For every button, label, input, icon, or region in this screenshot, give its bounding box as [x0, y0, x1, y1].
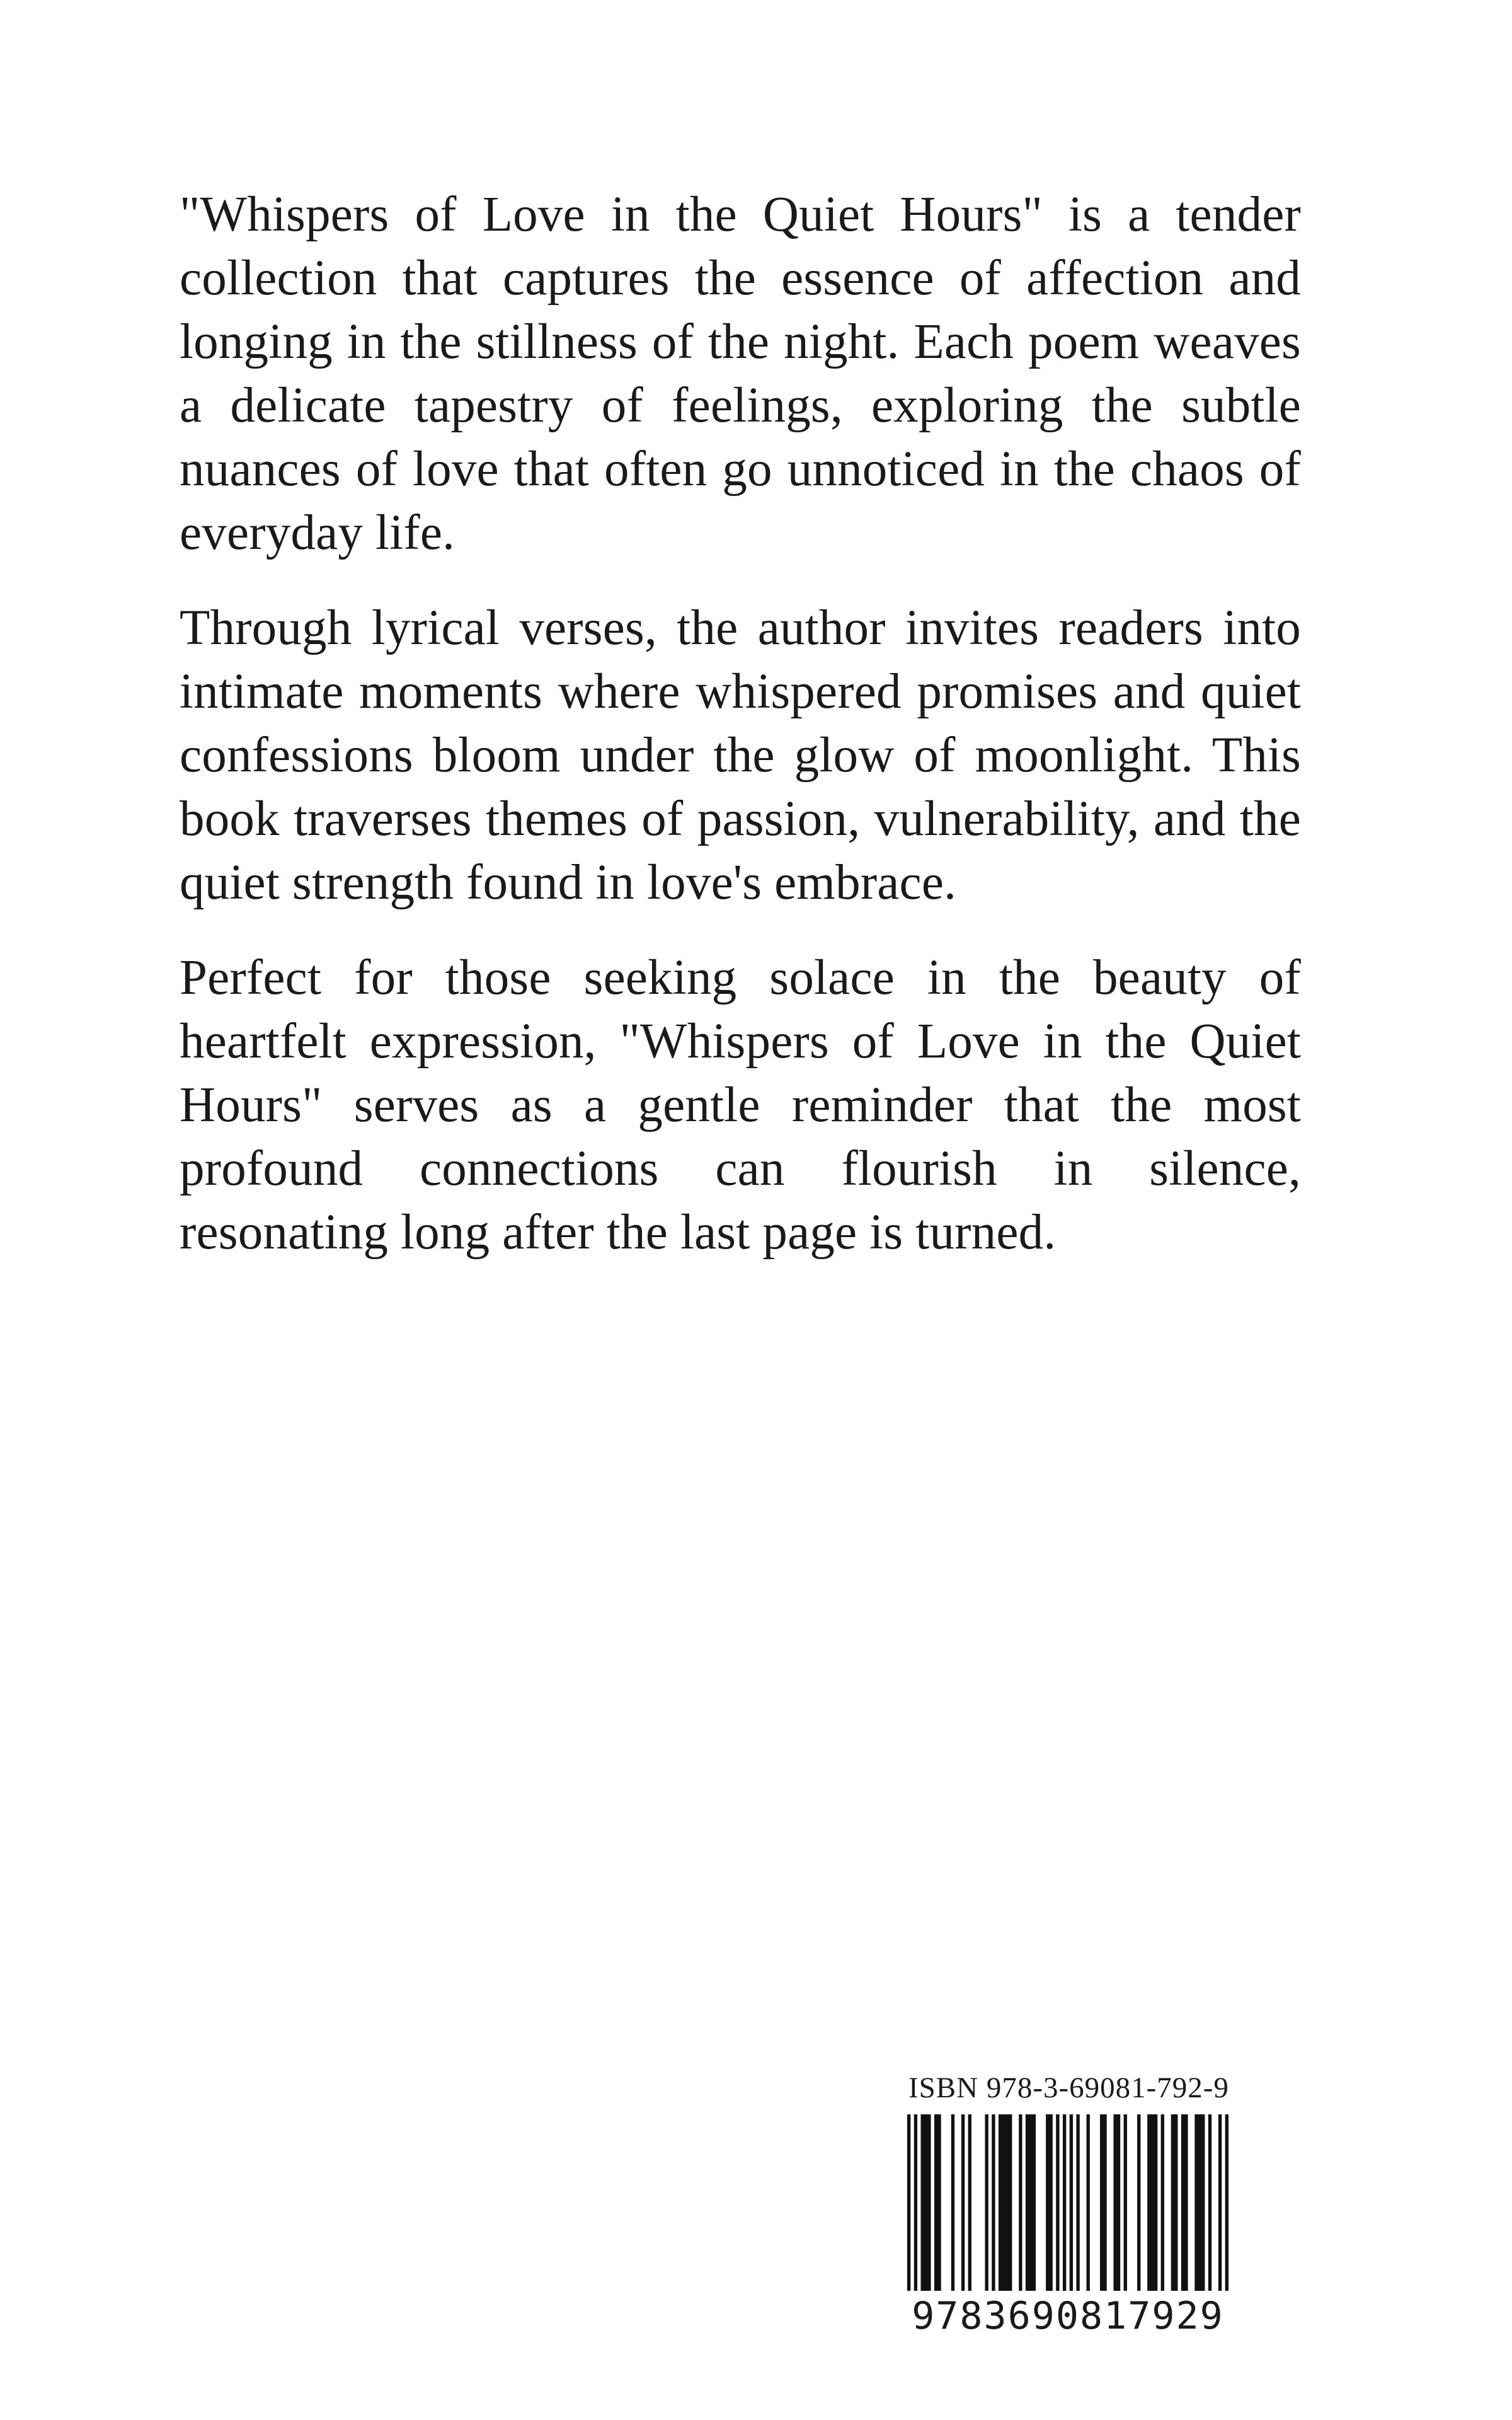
- barcode-bar: [1046, 2114, 1053, 2291]
- blurb-paragraph-1: "Whispers of Love in the Quiet Hours" is a tender collection that captures the essence of affection and longing in the stillness of the night. Each poem weaves a delicate tapestry of feelings, exploring the subtle nuances of love that often go unnoticed in the chaos of everyday life.: [180, 187, 1301, 560]
- barcode-bar: [934, 2114, 941, 2291]
- barcode-bar: [999, 2114, 1012, 2291]
- blurb-paragraph-2: Through lyrical verses, the author invites readers into intimate moments where whispered promises and quiet confessions bloom under the glow of moonlight. This book traverses themes of passion, vulnerability, and the quiet strength found in love's embrace.: [180, 601, 1301, 910]
- barcode-bar: [1113, 2114, 1120, 2291]
- barcode-bar: [1019, 2114, 1022, 2291]
- barcode-bar: [1194, 2114, 1205, 2291]
- barcode-bar: [1076, 2114, 1079, 2291]
- isbn-label: ISBN 978-3-69081-792-9: [908, 2071, 1229, 2104]
- barcode-bar: [1218, 2114, 1222, 2291]
- barcode-bar: [1147, 2114, 1157, 2291]
- barcode-bar: [1100, 2114, 1107, 2291]
- barcode-bar: [1070, 2114, 1073, 2291]
- barcode-bar: [1171, 2114, 1178, 2291]
- barcode-bar: [1124, 2114, 1127, 2291]
- barcode-bar: [1063, 2114, 1066, 2291]
- barcode-bar: [1161, 2114, 1164, 2291]
- barcode-bar: [920, 2114, 931, 2291]
- barcode-bar: [914, 2114, 917, 2291]
- barcode-bar: [1137, 2114, 1140, 2291]
- barcode-bar: [992, 2114, 995, 2291]
- barcode-bar: [907, 2114, 910, 2291]
- barcode-bar: [1026, 2114, 1036, 2291]
- barcode-bar: [951, 2114, 954, 2291]
- barcode-bar: [1087, 2114, 1090, 2291]
- barcode-bar: [968, 2114, 971, 2291]
- isbn-digits: 9783690817929: [912, 2294, 1224, 2338]
- barcode-bar: [1208, 2114, 1211, 2291]
- barcode-bar: [961, 2114, 965, 2291]
- barcode-bar: [1056, 2114, 1059, 2291]
- blurb-text: [180, 183, 1301, 1296]
- blurb-paragraph-3: Perfect for those seeking solace in the beauty of heartfelt expression, "Whispers of Love in the Quiet Hours" serves as a gentle reminder that the most profound connections can flourish in silence, resonating long after the last page is turned.: [180, 950, 1301, 1260]
- isbn-barcode-block: [907, 2070, 1235, 2341]
- barcode-icon: [907, 2114, 1228, 2291]
- barcode-bar: [1181, 2114, 1188, 2291]
- barcode-bar: [985, 2114, 988, 2291]
- barcode-bar: [1225, 2114, 1228, 2291]
